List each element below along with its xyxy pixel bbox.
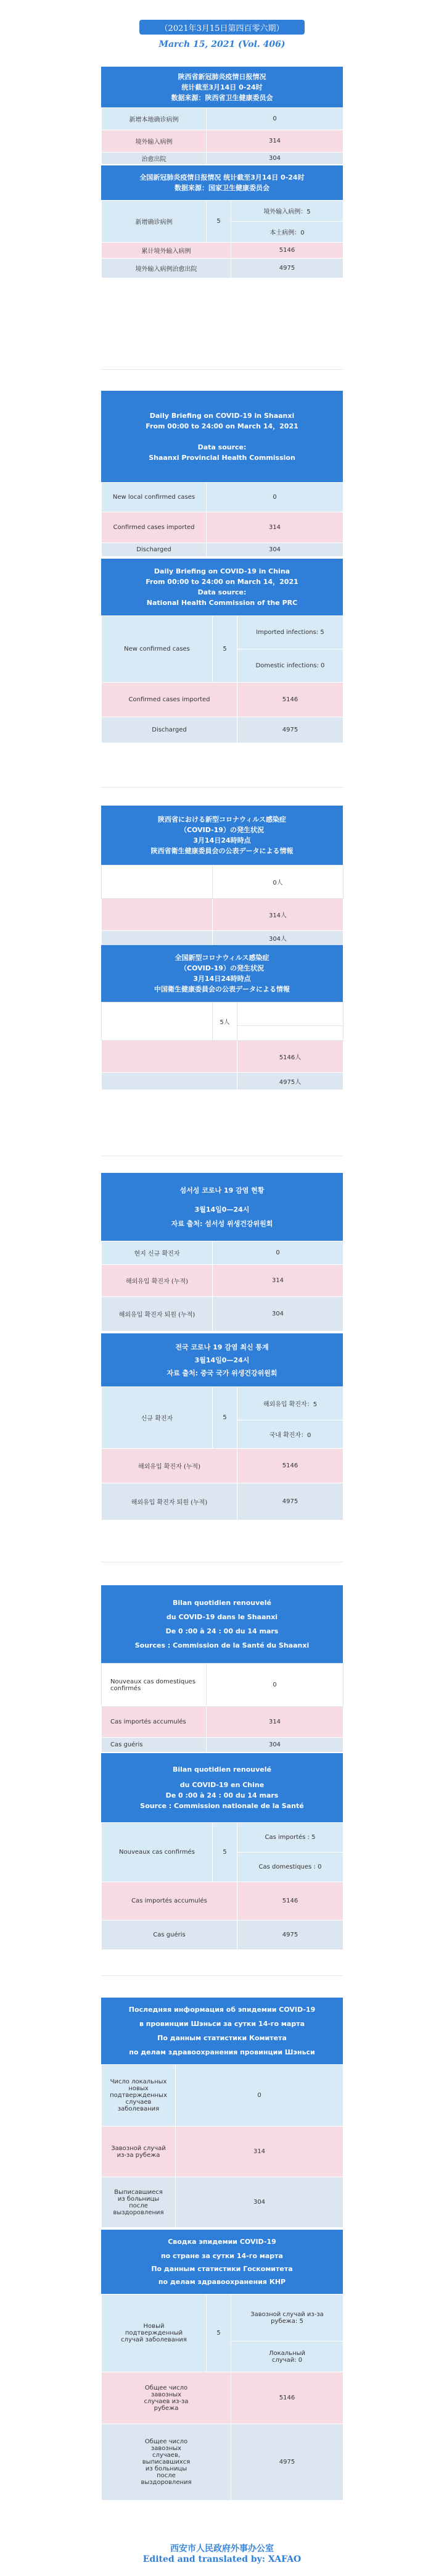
table-row (102, 931, 343, 946)
header-line: по делам здравоохранения КНР (158, 2278, 286, 2286)
row-label: 新增确诊病例 (102, 201, 207, 243)
domestic-cell: Локальный случай: 0 (231, 2341, 343, 2372)
table-row (102, 512, 343, 543)
section-jp-shaanxi (101, 806, 343, 946)
row-label: 累计境外输入病例 (102, 243, 231, 259)
header-line: 数据来源：国家卫生健康委员会 (175, 184, 269, 192)
issue-date-badge (139, 20, 305, 35)
table-row (102, 2177, 343, 2228)
stats-table (101, 482, 343, 557)
row-label: New confirmed cases (102, 616, 213, 683)
header-line: Shaanxi Provincial Health Commission (149, 453, 295, 462)
stats-table (101, 1002, 343, 1090)
header-line: （COVID-19）の発生状況 (180, 826, 264, 834)
table-row (102, 2372, 343, 2424)
imported-cell (237, 1002, 343, 1026)
domestic-cell: Domestic infections: 0 (237, 649, 343, 683)
section-header (101, 806, 343, 865)
section-header (101, 165, 343, 200)
section-header (101, 1998, 343, 2064)
table-row (102, 1823, 343, 1853)
domestic-cell: 本土病例：0 (231, 222, 343, 243)
imported-cell: 境外输入病例：5 (231, 201, 343, 222)
header-line: National Health Commission of the PRC (146, 599, 298, 607)
stats-table (101, 200, 343, 278)
table-row (102, 1297, 343, 1332)
stats-table (101, 107, 343, 165)
header-line: 전국 코로나 19 감염 최신 통계 (175, 1343, 269, 1351)
row-value: 4975 (237, 717, 343, 743)
row-label: Cas guéris (102, 1920, 237, 1950)
header-line: по делам здравоохранения провинции Шэньси (129, 2048, 315, 2056)
table-row (102, 1664, 343, 1707)
stats-table (101, 1386, 343, 1520)
row-label: 新增本地确诊病例 (102, 108, 207, 130)
row-label: Confirmed cases imported (102, 512, 207, 543)
table-row (102, 1387, 343, 1420)
row-label: Число локальных новых подтвержденных случаев заболевания (102, 2065, 176, 2127)
divider (101, 1975, 343, 1976)
row-label (102, 899, 213, 931)
row-label: Cas importés accumulés (102, 1882, 237, 1920)
row-value: 0 (176, 2065, 343, 2127)
row-label: 해외유입 확진자 (누적) (102, 1265, 213, 1297)
stats-table (101, 1822, 343, 1950)
imported-cell: Cas importés : 5 (237, 1823, 343, 1853)
section-header (101, 945, 343, 1002)
table-row (102, 1041, 343, 1073)
row-label (102, 1041, 237, 1073)
section-fr-shaanxi (101, 1585, 343, 1753)
section-fr-china (101, 1753, 343, 1950)
row-total: 5 (213, 1823, 237, 1882)
header-line: 자료 출처: 섬서성 위생건강위원회 (171, 1219, 273, 1228)
row-value: 304人 (213, 931, 343, 946)
stats-table (101, 615, 343, 743)
header-line: в провинции Шэньси за сутки 14-го марта (139, 2020, 305, 2028)
section-header (101, 559, 343, 615)
table-row (102, 616, 343, 649)
imported-cell: Imported infections: 5 (237, 616, 343, 649)
table-row (102, 1449, 343, 1483)
table-row (102, 865, 343, 899)
table-row (102, 1265, 343, 1297)
header-line: du COVID-19 en Chine (179, 1781, 265, 1789)
issue-date-cn: （2021年3月15日第四百零六期） (160, 23, 284, 33)
table-row (102, 152, 343, 165)
header-line: 3월14일0—24시 (194, 1205, 250, 1214)
section-kr-shaanxi (101, 1173, 343, 1332)
table-row (102, 1707, 343, 1738)
row-value: 5146 (231, 243, 343, 259)
section-en-shaanxi (101, 391, 343, 557)
row-label (102, 865, 213, 899)
header-line: Sources : Commission de la Santé du Shaanxi (134, 1641, 310, 1649)
row-value: 4975 (237, 1920, 343, 1950)
row-value: 0人 (213, 865, 343, 899)
header-line: Bilan quotidien renouvelé (172, 1599, 272, 1607)
table-row (102, 1920, 343, 1950)
row-value: 314人 (213, 899, 343, 931)
table-row (102, 2065, 343, 2127)
row-label: Общее число завозных случаев, выписавшихся из больницы после выздоровления (102, 2424, 231, 2501)
section-jp-china (101, 945, 343, 1090)
row-value: 4975 (231, 2424, 343, 2501)
row-value: 5146人 (237, 1041, 343, 1073)
header-line: 3月14日24時時点 (193, 836, 251, 844)
section-header (101, 1333, 343, 1386)
header-line: Data source: (197, 443, 247, 451)
row-label: Confirmed cases imported (102, 683, 237, 717)
divider (101, 369, 343, 370)
table-row (102, 201, 343, 222)
imported-cell: Завозной случай из-за рубежа: 5 (231, 2295, 343, 2341)
row-label: New local confirmed cases (102, 483, 207, 512)
header-line: Daily Briefing on COVID-19 in Shaanxi (149, 411, 295, 420)
table-row (102, 259, 343, 278)
row-label: 해외유입 확진자 퇴원 (누적) (102, 1297, 213, 1332)
stats-table (101, 1241, 343, 1332)
row-value: 4975 (231, 259, 343, 278)
footer-org: 西安市人民政府外事办公室 (170, 2544, 274, 2554)
row-label: Новый подтвержденный случай заболевания (102, 2295, 207, 2372)
header-line: 统计截至3月14日 0-24时 (181, 83, 263, 91)
row-label: Discharged (102, 717, 237, 743)
header-line: Source : Commission nationale de la Santé (140, 1802, 304, 1810)
row-value: 314 (207, 1707, 343, 1738)
section-header (101, 1585, 343, 1663)
divider (101, 787, 343, 788)
header-line: 자료 출처: 중국 국가 위생건강위원회 (166, 1369, 278, 1377)
section-cn-china (101, 165, 343, 278)
header-line: De 0 :00 à 24 : 00 du 14 mars (165, 1627, 279, 1635)
row-value: 314 (213, 1265, 343, 1297)
table-row (102, 899, 343, 931)
row-label (102, 931, 213, 946)
header-line: По данным статистики Комитета (157, 2034, 287, 2042)
header-line: 数据来源：陕西省卫生健康委员会 (171, 93, 273, 102)
row-value: 5146 (237, 1449, 343, 1483)
domestic-cell: 국내 확진자：0 (237, 1420, 343, 1449)
table-row (102, 1002, 343, 1026)
section-header (101, 2230, 343, 2294)
row-value: 0 (207, 1664, 343, 1707)
table-row (102, 130, 343, 152)
table-row (102, 1738, 343, 1753)
row-label: Cas guéris (102, 1738, 207, 1753)
row-total: 5 (213, 616, 237, 683)
row-value: 5146 (231, 2372, 343, 2424)
header-line: Daily Briefing on COVID-19 in China (154, 567, 290, 575)
table-row (102, 1483, 343, 1520)
row-value: 314 (207, 512, 343, 543)
section-header (101, 67, 343, 107)
header-line: Data source: (197, 588, 247, 596)
row-total: 5 (207, 201, 231, 243)
table-row (102, 543, 343, 557)
row-label: Cas importés accumulés (102, 1707, 207, 1738)
stats-table (101, 2064, 343, 2228)
domestic-cell: Cas domestiques : 0 (237, 1853, 343, 1882)
row-value: 4975人 (237, 1073, 343, 1090)
header-line: From 00:00 to 24:00 on March 14，2021 (146, 422, 298, 430)
row-value: 304 (176, 2177, 343, 2228)
header-line: 陝西省における新型コロナウィルス感染症 (157, 815, 286, 823)
header-line: De 0 :00 à 24 : 00 du 14 mars (165, 1791, 279, 1799)
row-value: 304 (207, 543, 343, 557)
table-row (102, 2127, 343, 2177)
row-label: 治愈出院 (102, 152, 207, 165)
row-label (102, 1073, 237, 1090)
imported-cell: 해외유입 확진자：5 (237, 1387, 343, 1420)
row-total: 5 (207, 2295, 231, 2372)
header-line: 全国新冠肺炎疫情日报情况 统计截至3月14日 0-24时 (139, 173, 305, 181)
row-label: Общее число завозных случаев из-за рубежа (102, 2372, 231, 2424)
header-line: 陕西省新冠肺炎疫情日报情况 (178, 72, 266, 81)
row-label: Выписавшиеся из больницы после выздоровления (102, 2177, 176, 2228)
section-header (101, 391, 343, 482)
row-label: 境外输入病例治愈出院 (102, 259, 231, 278)
stats-table (101, 2294, 343, 2501)
row-value: 304 (207, 1738, 343, 1753)
row-label (102, 1002, 213, 1041)
row-label: 현지 신규 확진자 (102, 1241, 213, 1265)
header-line: По данным статистики Госкомитета (151, 2265, 293, 2273)
header-line: 中国衛生健康委員会の公表データによる情報 (154, 985, 290, 993)
section-ru-china (101, 2230, 343, 2501)
header-line: Последняя информация об эпидемии COVID-19 (128, 2006, 316, 2014)
header-line: 全国新型コロナウィルス感染症 (175, 954, 269, 962)
section-header (101, 1173, 343, 1241)
section-en-china (101, 559, 343, 743)
table-row (102, 243, 343, 259)
header-line (101, 431, 343, 442)
row-value: 4975 (237, 1483, 343, 1520)
row-value: 0 (213, 1241, 343, 1265)
header-line: Bilan quotidien renouvelé (172, 1765, 272, 1774)
row-value: 5146 (237, 683, 343, 717)
row-label: Discharged (102, 543, 207, 557)
header-line: du COVID-19 dans le Shaanxi (166, 1613, 278, 1621)
row-label: Nouveaux cas domestiques confirmés (102, 1664, 207, 1707)
row-value: 5146 (237, 1882, 343, 1920)
row-value: 314 (176, 2127, 343, 2177)
section-header (101, 1753, 343, 1822)
table-row (102, 483, 343, 512)
table-row (102, 683, 343, 717)
section-kr-china (101, 1333, 343, 1520)
header-line: 3月14日24時時点 (193, 975, 251, 983)
section-cn-shaanxi (101, 67, 343, 165)
section-ru-shaanxi (101, 1998, 343, 2228)
header-line: по стране за сутки 14-го марта (161, 2252, 283, 2260)
table-row (102, 1882, 343, 1920)
table-row (102, 717, 343, 743)
row-value: 314 (207, 130, 343, 152)
row-value: 0 (207, 483, 343, 512)
row-label: Завозной случай из-за рубежа (102, 2127, 176, 2177)
row-total: 5 (213, 1387, 237, 1449)
row-label: 신규 확진자 (102, 1387, 213, 1449)
row-total: 5人 (213, 1002, 237, 1041)
row-label: 해외유입 확진자 퇴원 (누적) (102, 1483, 237, 1520)
header-line: 3월14일0—24시 (194, 1356, 250, 1364)
issue-date-en: March 15, 2021 (Vol. 406) (158, 40, 286, 49)
table-row (102, 1241, 343, 1265)
table-row (102, 1073, 343, 1090)
row-label: 境外输入病例 (102, 130, 207, 152)
row-value: 0 (207, 108, 343, 130)
header-line: Сводка эпидемии COVID-19 (168, 2238, 276, 2246)
table-row (102, 108, 343, 130)
domestic-cell (237, 1026, 343, 1041)
row-value: 304 (207, 152, 343, 165)
header-line: 陝西省衛生健康委員会の公表データによる情報 (150, 847, 294, 855)
stats-table (101, 1663, 343, 1753)
header-line: 섬서성 코로나 19 감염 현황 (179, 1186, 265, 1194)
header-line: （COVID-19）の発生状況 (180, 964, 264, 972)
row-value: 304 (213, 1297, 343, 1332)
stats-table (101, 865, 343, 946)
table-row (102, 2424, 343, 2501)
row-label: Nouveaux cas confirmés (102, 1823, 213, 1882)
row-label: 해외유입 확진자 (누적) (102, 1449, 237, 1483)
table-row (102, 2295, 343, 2341)
footer-credit: Edited and translated by: XAFAO (142, 2554, 302, 2564)
header-line: From 00:00 to 24:00 on March 14，2021 (146, 578, 298, 586)
